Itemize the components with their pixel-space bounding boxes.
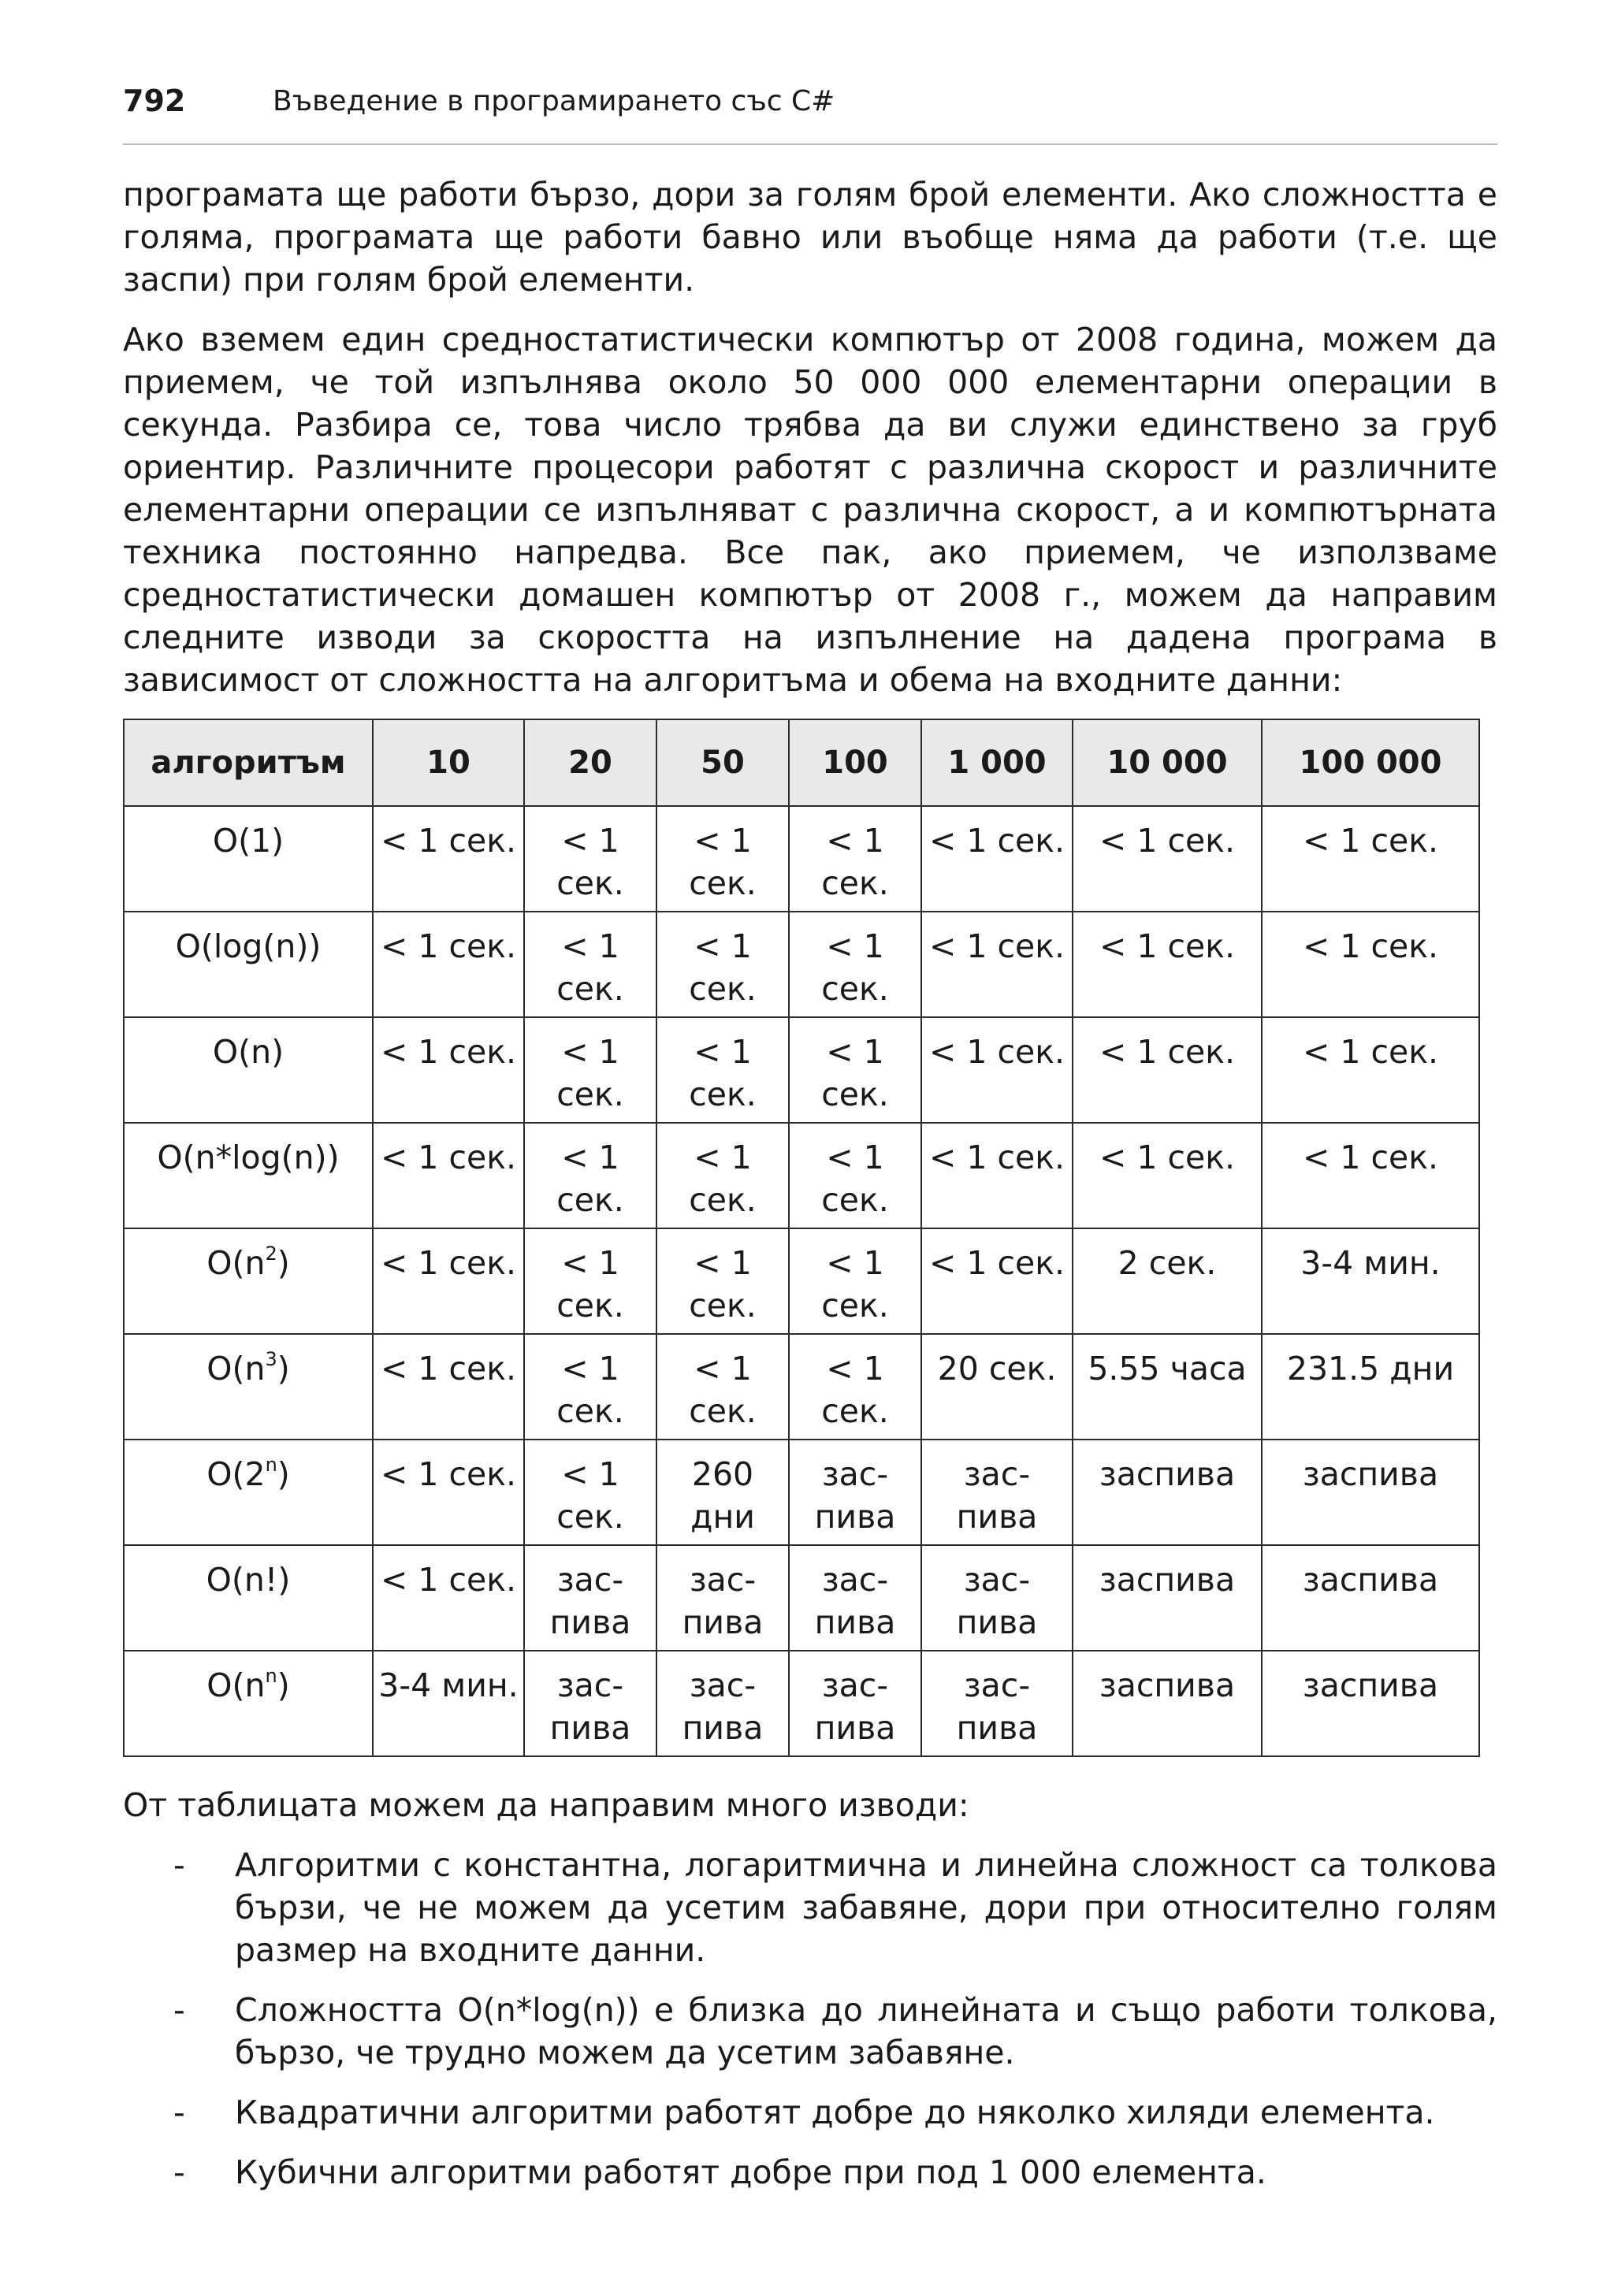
- time-cell: 231.5 дни: [1262, 1334, 1479, 1440]
- algorithm-label-close: ): [277, 1244, 290, 1282]
- time-cell: зас-пива: [789, 1440, 921, 1545]
- table-body: [124, 806, 1479, 1756]
- time-cell: < 1 сек.: [1262, 1123, 1479, 1228]
- algorithm-label: O(n: [206, 1244, 266, 1282]
- algorithm-cell: [124, 1545, 373, 1651]
- time-cell: < 1 сек.: [656, 1228, 789, 1334]
- time-cell: < 1 сек.: [789, 1228, 921, 1334]
- time-cell: зас-пива: [789, 1545, 921, 1651]
- time-cell: < 1 сек.: [373, 912, 524, 1017]
- time-cell: < 1 сек.: [524, 1440, 656, 1545]
- time-cell: < 1 сек.: [1073, 912, 1262, 1017]
- list-item-text: Кубични алгоритми работят добре при под 1 000 елемента.: [235, 2153, 1266, 2191]
- time-cell: < 1 сек.: [524, 1123, 656, 1228]
- time-cell: зас-пива: [921, 1545, 1073, 1651]
- time-cell: < 1 сек.: [789, 1017, 921, 1123]
- time-cell: < 1 сек.: [1073, 1123, 1262, 1228]
- bullet-dash: -: [173, 2153, 185, 2191]
- time-cell: < 1 сек.: [524, 806, 656, 912]
- time-cell: зас-пива: [524, 1545, 656, 1651]
- time-cell: < 1 сек.: [1073, 806, 1262, 912]
- algorithm-cell: [124, 1123, 373, 1228]
- time-cell: < 1 сек.: [1262, 806, 1479, 912]
- header-cell: 100 000: [1262, 719, 1479, 806]
- bullet-dash: -: [173, 1991, 185, 2029]
- table-row: [124, 912, 1479, 1017]
- header-cell: алгоритъм: [124, 719, 373, 806]
- table-header-row: [124, 719, 1479, 806]
- algorithm-label: O(1): [212, 822, 284, 860]
- algorithm-label: O(n*log(n)): [157, 1139, 340, 1176]
- complexity-table: [123, 719, 1480, 1757]
- algorithm-cell: [124, 1651, 373, 1756]
- algorithm-cell: [124, 1017, 373, 1123]
- time-cell: заспива: [1073, 1440, 1262, 1545]
- algorithm-cell: [124, 912, 373, 1017]
- time-cell: зас-пива: [921, 1440, 1073, 1545]
- table-row: [124, 1651, 1479, 1756]
- time-cell: < 1 сек.: [789, 806, 921, 912]
- time-cell: < 1 сек.: [656, 912, 789, 1017]
- algorithm-label: O(2: [206, 1455, 266, 1493]
- time-cell: < 1 сек.: [373, 806, 524, 912]
- time-cell: < 1 сек.: [789, 1123, 921, 1228]
- algorithm-cell: [124, 806, 373, 912]
- algorithm-label-close: ): [277, 1455, 290, 1493]
- algorithm-exponent: 2: [265, 1243, 277, 1265]
- book-title: Въведение в програмирането със C#: [273, 85, 835, 117]
- header-cell: 50: [656, 719, 789, 806]
- paragraph-computer-speed: Ако вземем един средностатистически компютър от 2008 година, можем да приемем, че той изпълнява около 50 000 000 елементарни операции в секунда. Разбира се, това число трябва да ви служи единствено за груб ориентир. Различните процесори работят с различна скорост и различните елементарни операции се изпълняват с различна скорост, а и компютърната техника постоянно напредва. Все пак, ако приемем, че използваме средностатистически домашен компютър от 2008 г., можем да направим следните изводи за скоростта на изпълнение на дадена програма в зависимост от сложността на алгоритъма и обема на входните данни:: [123, 321, 1497, 699]
- time-cell: < 1 сек.: [524, 1228, 656, 1334]
- time-cell: < 1 сек.: [789, 912, 921, 1017]
- list-item-text: Сложността O(n*log(n)) е близка до линейната и също работи толкова, бързо, че трудно можем да усетим забавяне.: [235, 1991, 1497, 2071]
- bullet-dash: -: [173, 2094, 185, 2131]
- time-cell: 20 сек.: [921, 1334, 1073, 1440]
- list-item: [123, 1989, 1497, 2074]
- table-row: [124, 1017, 1479, 1123]
- time-cell: < 1 сек.: [921, 806, 1073, 912]
- table-row: [124, 1334, 1479, 1440]
- algorithm-label-close: ): [277, 1350, 290, 1388]
- page-number: 792: [123, 84, 186, 118]
- time-cell: < 1 сек.: [373, 1228, 524, 1334]
- time-cell: < 1 сек.: [524, 912, 656, 1017]
- time-cell: < 1 сек.: [921, 1123, 1073, 1228]
- list-item: [123, 1844, 1497, 1971]
- time-cell: < 1 сек.: [656, 1334, 789, 1440]
- algorithm-cell: [124, 1228, 373, 1334]
- time-cell: заспива: [1073, 1651, 1262, 1756]
- bullet-dash: -: [173, 1846, 185, 1884]
- time-cell: 2 сек.: [1073, 1228, 1262, 1334]
- time-cell: < 1 сек.: [524, 1334, 656, 1440]
- algorithm-exponent: 3: [265, 1348, 277, 1370]
- time-cell: зас-пива: [789, 1651, 921, 1756]
- time-cell: 3-4 мин.: [1262, 1228, 1479, 1334]
- time-cell: заспива: [1262, 1651, 1479, 1756]
- time-cell: < 1 сек.: [524, 1017, 656, 1123]
- time-cell: < 1 сек.: [789, 1334, 921, 1440]
- algorithm-exponent: n: [265, 1665, 277, 1687]
- algorithm-cell: [124, 1440, 373, 1545]
- algorithm-label: O(n: [206, 1666, 266, 1704]
- time-cell: 3-4 мин.: [373, 1651, 524, 1756]
- table-row: [124, 1440, 1479, 1545]
- time-cell: заспива: [1073, 1545, 1262, 1651]
- algorithm-label: O(n): [212, 1033, 284, 1071]
- time-cell: < 1 сек.: [373, 1017, 524, 1123]
- time-cell: зас-пива: [524, 1651, 656, 1756]
- list-item-text: Квадратични алгоритми работят добре до няколко хиляди елемента.: [235, 2094, 1435, 2131]
- table-row: [124, 806, 1479, 912]
- time-cell: < 1 сек.: [1262, 1017, 1479, 1123]
- header-cell: 1 000: [921, 719, 1073, 806]
- time-cell: < 1 сек.: [921, 1017, 1073, 1123]
- time-cell: < 1 сек.: [1073, 1017, 1262, 1123]
- time-cell: заспива: [1262, 1545, 1479, 1651]
- paragraph-intro: програмата ще работи бързо, дори за голям брой елементи. Ако сложността е голяма, програмата ще работи бавно или въобще няма да работи (т.е. ще заспи) при голям брой елементи.: [123, 176, 1497, 299]
- time-cell: зас-пива: [921, 1651, 1073, 1756]
- time-cell: < 1 сек.: [373, 1123, 524, 1228]
- time-cell: < 1 сек.: [1262, 912, 1479, 1017]
- time-cell: зас-пива: [656, 1545, 789, 1651]
- header-cell: 100: [789, 719, 921, 806]
- conclusions-intro: От таблицата можем да направим много изводи:: [123, 1786, 969, 1824]
- algorithm-exponent: n: [265, 1454, 277, 1476]
- algorithm-label: O(log(n)): [175, 927, 322, 965]
- time-cell: < 1 сек.: [921, 1228, 1073, 1334]
- page-header: [123, 79, 1497, 145]
- time-cell: < 1 сек.: [656, 1017, 789, 1123]
- time-cell: < 1 сек.: [921, 912, 1073, 1017]
- algorithm-label-close: ): [277, 1666, 290, 1704]
- header-cell: 20: [524, 719, 656, 806]
- list-item-text: Алгоритми с константна, логаритмична и линейна сложност са толкова бързи, че не можем да усетим забавяне, дори при относително голям размер на входните данни.: [235, 1846, 1497, 1969]
- table-row: [124, 1545, 1479, 1651]
- header-cell: 10 000: [1073, 719, 1262, 806]
- conclusions-list: [123, 1844, 1497, 2194]
- table-row: [124, 1228, 1479, 1334]
- time-cell: < 1 сек.: [656, 1123, 789, 1228]
- time-cell: зас-пива: [656, 1651, 789, 1756]
- algorithm-label: O(n!): [206, 1561, 291, 1599]
- header-cell: 10: [373, 719, 524, 806]
- time-cell: < 1 сек.: [373, 1545, 524, 1651]
- algorithm-label: O(n: [206, 1350, 266, 1388]
- time-cell: заспива: [1262, 1440, 1479, 1545]
- time-cell: < 1 сек.: [373, 1440, 524, 1545]
- page-content: [123, 173, 1497, 2211]
- time-cell: < 1 сек.: [656, 806, 789, 912]
- list-item: [123, 2151, 1497, 2194]
- time-cell: < 1 сек.: [373, 1334, 524, 1440]
- time-cell: 260 дни: [656, 1440, 789, 1545]
- time-cell: 5.55 часа: [1073, 1334, 1262, 1440]
- list-item: [123, 2091, 1497, 2134]
- table-row: [124, 1123, 1479, 1228]
- algorithm-cell: [124, 1334, 373, 1440]
